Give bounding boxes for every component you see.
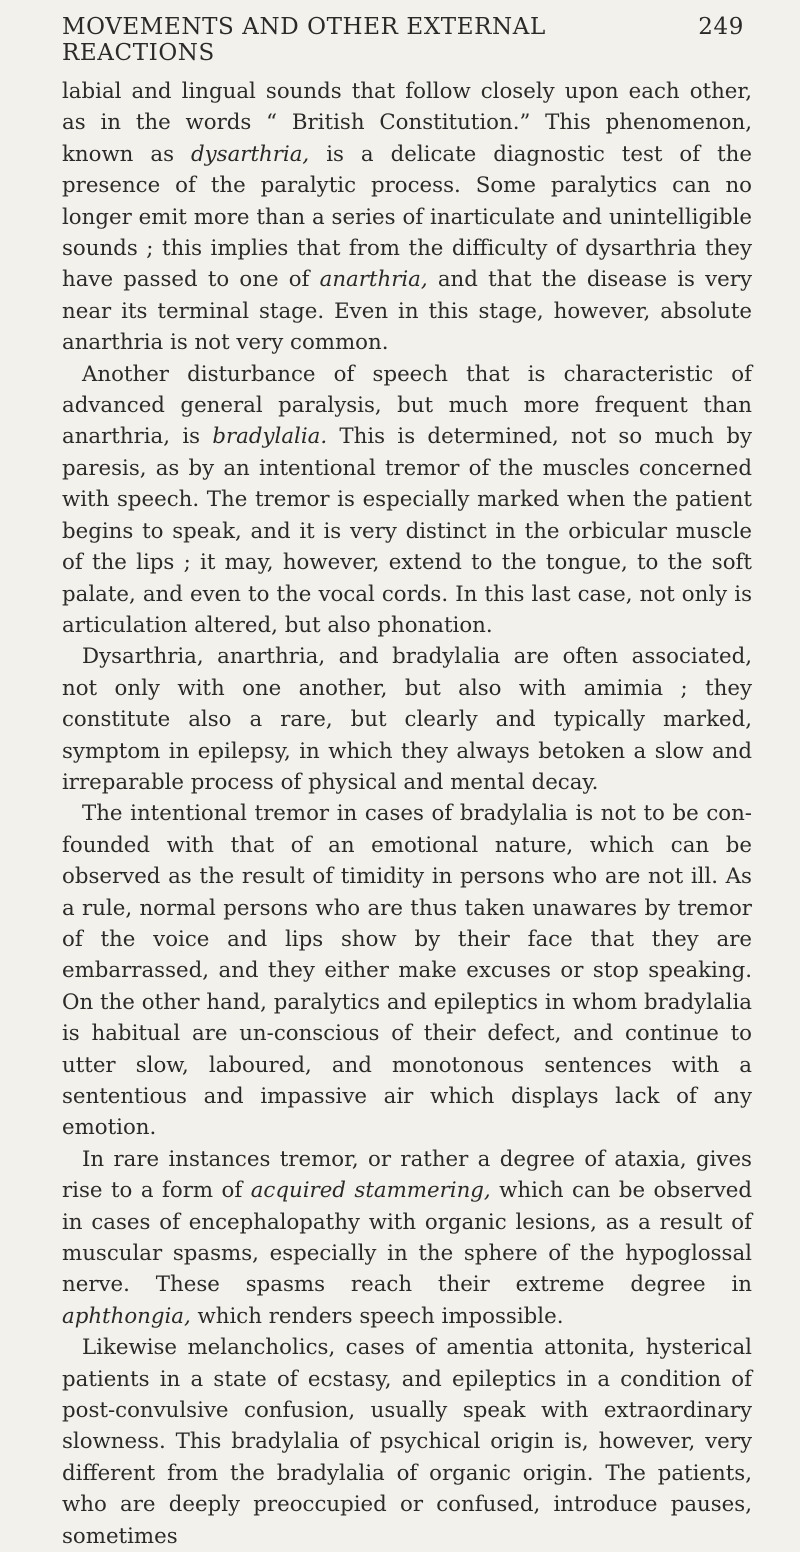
paragraph [62,1332,752,1552]
italic-term: aphthongia, [62,1303,191,1329]
text-run: Another disturbance of speech that is characteristic of advanced general paralysis, but much more frequent than anarthria, is [62,361,752,450]
italic-term: bradylalia. [212,424,328,450]
paragraph [62,76,752,359]
italic-term: dysarthria, [191,141,310,167]
text-run: This is determined, not so much by paresis, as by an intentional tremor of the muscles concerned with speech. The tremor is especially marked when the patient begins to speak, and it is very distinct in the orbicular muscle of the lips ; it may, however, extend to the tongue, to the soft palate, and even to the vocal cords. In this last case, not only is articulation altered, but also phonation. [62,424,752,638]
chapter-title: MOVEMENTS AND OTHER EXTERNAL REACTIONS [62,14,546,66]
running-head [62,14,752,66]
text-run: which can be observed in cases of encephalopathy with organic lesions, as a result of muscular spasms, especially in the sphere of the hypoglossal nerve. These spasms reach their extreme degree in [62,1178,752,1298]
text-run: labial and lingual sounds that follow closely upon each other, as in the words “ British Constitution.” This phenomenon, known as [62,79,752,167]
paragraph [62,798,752,1143]
body-text [62,76,752,1552]
paragraph [62,641,752,798]
text-run: which renders speech impossible. [190,1303,564,1329]
italic-term: anarthria, [319,267,428,293]
text-run: The intentional tremor in cases of bradylalia is not to be con-founded with that of an emotional nature, which can be observed as the result of timidity in persons who are not ill. As a rule, normal persons who are thus taken unawares by tremor of the voice and lips show by their face that they are embarrassed, and they either make excuses or stop speaking. On the other hand, paralytics and epileptics in whom bradylalia is habitual are un-conscious of their defect, and continue to utter slow, laboured, and monotonous sentences with a sententious and impassive air which displays lack of any emotion. [62,801,752,1141]
page-number: 249 [698,14,744,40]
paragraph [62,1144,752,1332]
text-run: is a delicate diagnostic test of the presence of the paralytic process. Some paralytics can no longer emit more than a series of inarticulate and unintelligible sounds ; this implies that from the difficulty of dysarthria they have passed to one of [62,141,752,293]
text-run: and that the disease is very near its terminal stage. Even in this stage, however, absolute anarthria is not very common. [62,267,753,356]
paragraph [62,359,752,642]
text-run: Likewise melancholics, cases of amentia attonita, hysterical patients in a state of ecstasy, and epileptics in a condition of post-convulsive confusion, usually speak with extraordinary slowness. This bradylalia of psychical origin is, however, very different from the bradylalia of organic origin. The patients, who are deeply preoccupied or confused, introduce pauses, sometimes [62,1335,752,1549]
text-run: In rare instances tremor, or rather a degree of ataxia, gives rise to a form of [62,1146,752,1204]
text-run: Dysarthria, anarthria, and bradylalia are often associated, not only with one another, but also with amimia ; they constitute also a rare, but clearly and typically marked, symptom in epilepsy, in which they always betoken a slow and irreparable process of physical and mental decay. [62,644,752,795]
italic-term: acquired stammering, [250,1178,491,1204]
